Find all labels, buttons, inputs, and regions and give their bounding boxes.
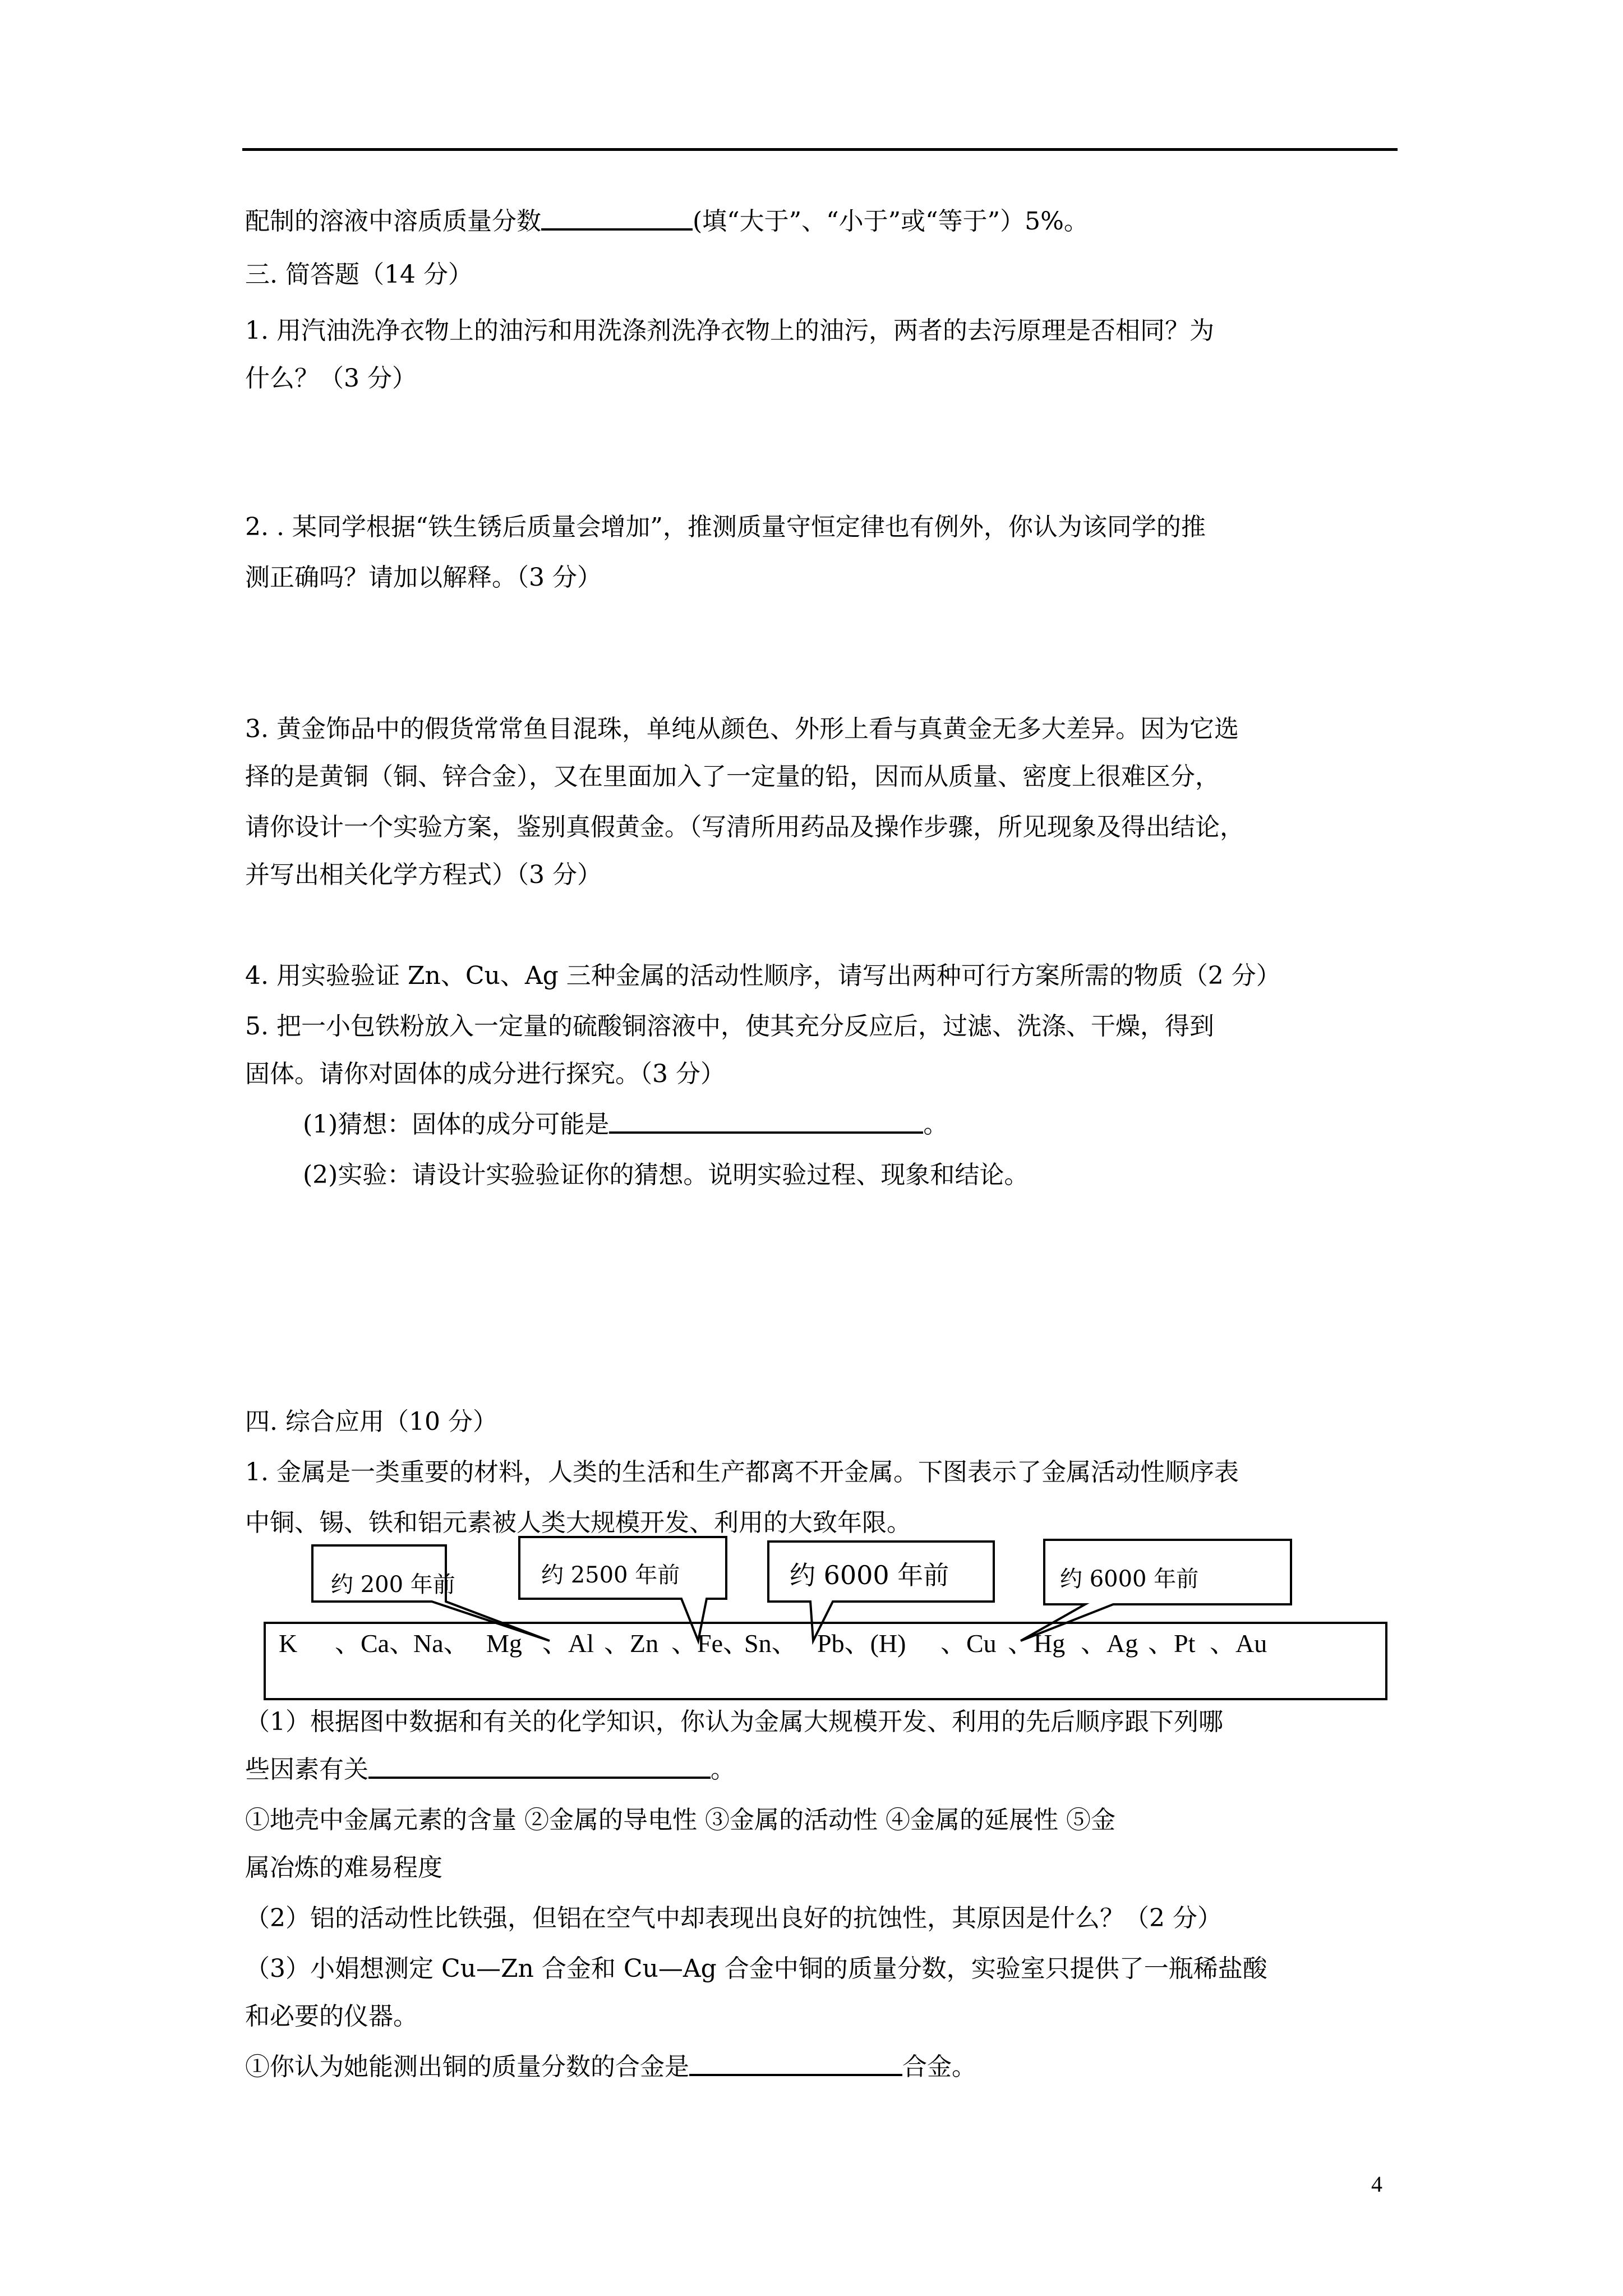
- element-symbol: Na、: [413, 1629, 469, 1658]
- activity-series: [279, 1627, 1271, 1660]
- question-text: 中铜、锡、铁和铝元素被人类大规模开发、利用的大致年限。: [245, 1508, 911, 1537]
- page-number: 4: [1371, 2171, 1382, 2197]
- element-symbol: 、Hg: [1008, 1629, 1066, 1658]
- question-text: 些因素有关 。: [245, 1755, 735, 1784]
- question-text: 测正确吗？请加以解释。（3 分）: [245, 563, 602, 592]
- question-text: 1. 用汽油洗净衣物上的油污和用洗涤剂洗净衣物上的油污，两者的去污原理是否相同？为: [245, 316, 1214, 345]
- question-text: ①你认为她能测出铜的质量分数的合金是 合金。: [245, 2053, 976, 2081]
- element-symbol: Sn、: [744, 1629, 797, 1658]
- element-symbol: 、Fe、: [671, 1629, 749, 1658]
- question-text: （3）小娟想测定 Cu—Zn 合金和 Cu—Ag 合金中铜的质量分数，实验室只提供了一瓶稀盐酸: [245, 1954, 1267, 1983]
- element-symbol: 、Zn: [604, 1629, 659, 1658]
- question-text: 什么？（3 分）: [245, 364, 417, 393]
- question-text: 5. 把一小包铁粉放入一定量的硫酸铜溶液中，使其充分反应后，过滤、洗涤、干燥，得到: [245, 1012, 1214, 1041]
- question-text: 3. 黄金饰品中的假货常常鱼目混珠，单纯从颜色、外形上看与真黄金无多大差异。因为它选: [245, 715, 1239, 743]
- element-symbol: 、Pt: [1148, 1629, 1196, 1658]
- element-symbol: 、Au: [1210, 1629, 1267, 1658]
- callout-box: [768, 1542, 994, 1641]
- question-text: （2）铝的活动性比铁强，但铝在空气中却表现出良好的抗蚀性，其原因是什么？（2 分）: [245, 1904, 1222, 1932]
- question-text: (2)实验：请设计实验验证你的猜想。说明实验过程、现象和结论。: [303, 1161, 1029, 1189]
- callout-label: 约 200 年前: [331, 1572, 455, 1598]
- callout-label: 约 6000 年前: [790, 1560, 949, 1590]
- options-text: 属冶炼的难易程度: [245, 1853, 442, 1882]
- section-heading: 四. 综合应用（10 分）: [245, 1407, 497, 1436]
- options-text: ①地壳中金属元素的含量 ②金属的导电性 ③金属的活动性 ④金属的延展性 ⑤金: [245, 1806, 1115, 1834]
- section-heading: 三. 简答题（14 分）: [245, 260, 473, 289]
- question-text: 和必要的仪器。: [245, 2002, 418, 2031]
- element-symbol: K: [279, 1629, 298, 1658]
- question-text: 2. . 某同学根据“铁生锈后质量会增加”，推测质量守恒定律也有例外，你认为该同学的推: [245, 513, 1206, 541]
- text-line: 配制的溶液中溶质质量分数 (填“大于”、“小于”或“等于”）5%。: [245, 207, 1089, 236]
- element-symbol: 、Cu: [940, 1629, 997, 1658]
- question-text: （1）根据图中数据和有关的化学知识，你认为金属大规模开发、利用的先后顺序跟下列哪: [245, 1708, 1223, 1736]
- element-symbol: 、Ca、: [335, 1629, 416, 1658]
- answer-blank[interactable]: [689, 2051, 902, 2076]
- element-symbol: 、Ag: [1081, 1629, 1138, 1658]
- question-text: 固体。请你对固体的成分进行探究。（3 分）: [245, 1060, 725, 1088]
- question-text: 4. 用实验验证 Zn、Cu、Ag 三种金属的活动性顺序，请写出两种可行方案所需的物质（2 分）: [245, 961, 1281, 990]
- element-symbol: 、Al: [542, 1629, 594, 1658]
- question-text: 并写出相关化学方程式）（3 分）: [245, 861, 602, 889]
- callout-label: 约 6000 年前: [1060, 1566, 1199, 1592]
- question-text: 1. 金属是一类重要的材料，人类的生活和生产都离不开金属。下图表示了金属活动性顺序表: [245, 1458, 1239, 1487]
- answer-blank[interactable]: [368, 1754, 711, 1779]
- question-text: 请你设计一个实验方案，鉴别真假黄金。（写清所用药品及操作步骤，所见现象及得出结论，: [245, 813, 1244, 841]
- question-text: (1)猜想：固体的成分可能是 。: [303, 1110, 948, 1139]
- element-symbol: Pb、(H): [817, 1629, 906, 1658]
- callout-label: 约 2500 年前: [541, 1562, 680, 1588]
- question-text: 择的是黄铜（铜、锌合金），又在里面加入了一定量的铅，因而从质量、密度上很难区分，: [245, 762, 1220, 791]
- element-symbol: Mg: [486, 1629, 522, 1658]
